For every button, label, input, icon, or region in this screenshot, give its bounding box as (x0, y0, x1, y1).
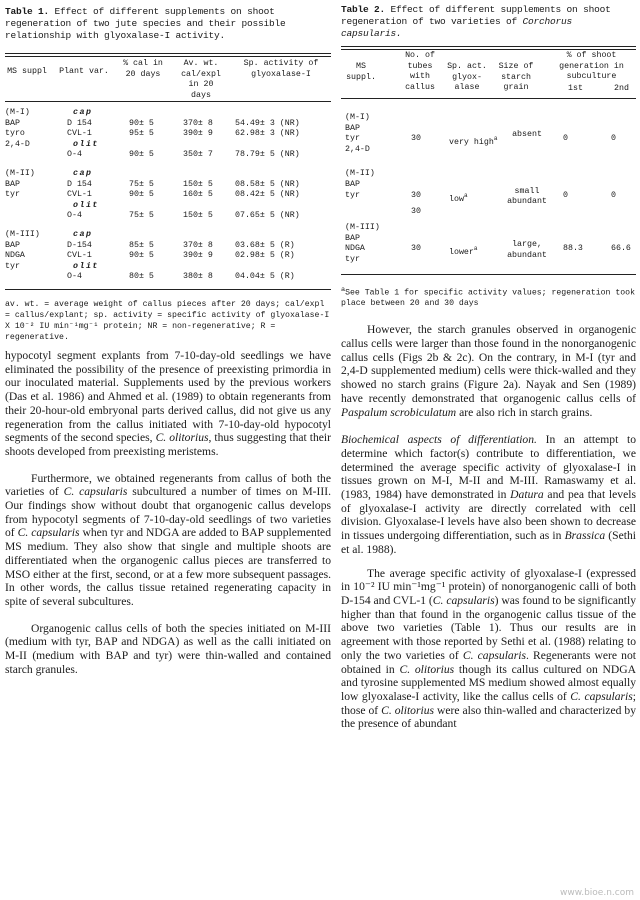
table2-size-cell: large, abundant (507, 240, 547, 260)
table1-media-cell: (M-II) (5, 169, 35, 178)
table1-activity-cell: 04.04± 5 (R) (235, 272, 295, 282)
table1-caption-text: Effect of different supplements on shoot regeneration of two jute species and their possible relationship with glyoxalase-I activity. (5, 6, 286, 41)
table1-weight-cell: 380± 8 (183, 272, 213, 282)
table1-weight-cell: 150± 5 (183, 179, 213, 189)
table2-media-cell: 2,4-D (345, 144, 370, 154)
table2-caption-text: Effect of different supplements on shoot regeneration of two varieties of (341, 4, 611, 27)
left-paragraph-1 (5, 349, 331, 459)
table2-media-cell: BAP (345, 180, 360, 189)
table2-tubes-cell: 30 (411, 134, 421, 144)
table2-footnote-text: See Table 1 for specific activity values; regeneration took place between 20 and 30 days (341, 288, 635, 309)
table1-body (5, 102, 331, 289)
table2-tubes-cell: 30 (411, 244, 421, 254)
text-run: . Regenerants were not obtained in (341, 648, 636, 676)
table1-pct-cell: 85± 5 (129, 240, 154, 250)
table1-variety-cell: D 154 (67, 118, 92, 128)
table1-activity-cell: 62.98± 3 (NR) (235, 129, 300, 139)
table1-media-cell: 2,4-D (5, 139, 30, 149)
table1-caption-label: Table 1. (5, 6, 50, 17)
table1-weight-cell: 390± 9 (183, 129, 213, 139)
table1-activity-cell: 54.49± 3 (NR) (235, 118, 300, 128)
table1-top-rule (5, 53, 331, 54)
italic-term: C. olitorius (381, 703, 435, 717)
table2-caption (341, 4, 636, 40)
table1-variety-cell: O-4 (67, 272, 82, 282)
table1-activity-cell: 07.65± 5 (NR) (235, 211, 300, 221)
section-heading: Biochemical aspects of differentiation. (341, 433, 537, 447)
table1-species-label: cap (73, 230, 93, 239)
text-run: subcultured a number of times on M-III. Our findings show without doubt that organogenic callus develops from hypocotyl segments of 7-10-day-old seedlings of two varieties of (5, 485, 331, 540)
t1-h-pct: % cal in 20 days (123, 59, 163, 79)
table2-tubes-cell: 30 (411, 190, 421, 200)
italic-term: C. capsularis (63, 485, 128, 499)
footnote-marker: a (493, 135, 498, 143)
left-body-text (5, 349, 331, 676)
italic-term: Brassica (564, 529, 606, 543)
text-run: when tyr and NDGA are added to BAP supplemented MS medium. They also show that single and multiple shoots are differentiated when the organogenic callus pieces are transferred to MSO either at the first, second, or at a few more subsequent passages. In other words, the callus tissue retained regenerating capacity in spite of several subcultures. (5, 526, 331, 608)
table1-weight-cell: 390± 9 (183, 251, 213, 261)
table1-pct-cell: 90± 5 (129, 150, 154, 160)
text-run: However, the starch granules observed in organogenic callus cells were larger than those found in the nonorganogenic callus cells (Figs 2b & 2c). On the contrary, in M-I (tyr and 2,4-D supplemented medium) cells were thick-walled and they showed no starch grains (Figure 2a). Nayak and Sen (1989) have recently demonstrated that organogenic callus cells of (341, 323, 636, 405)
right-paragraph-3 (341, 567, 636, 731)
table2-caption-label: Table 2. (341, 4, 386, 15)
text-run: though its callus cultured on NDGA and tyrosine supplemented MS medium showed almost equally low glyoxalase-I activity, like the callus cells of (341, 662, 636, 703)
table2 (341, 46, 636, 275)
t1-h-wt: Av. wt. cal/expl in 20 days (181, 59, 221, 100)
table1-media-cell: tyr (5, 190, 20, 200)
table2-media-cell: tyr (345, 134, 360, 144)
left-column (5, 0, 331, 676)
t1-h-sp: Sp. activity of glyoxalase-I (243, 59, 319, 79)
right-column (341, 0, 636, 731)
table1-activity-cell: 03.68± 5 (R) (235, 240, 295, 250)
table2-media-cell: (M-I) (345, 113, 370, 122)
table2-size-cell: absent (512, 130, 542, 140)
table2-media-cell: tyr (345, 190, 360, 200)
table1-header (5, 57, 331, 101)
table2-first-cell: 0 (563, 190, 568, 200)
table1-pct-cell: 90± 5 (129, 190, 154, 200)
text-run: ; those of (341, 689, 636, 717)
t2-h-first: 1st (568, 84, 583, 93)
table1-media-cell: (M-III) (5, 230, 40, 239)
text-run: (Sethi et al. 1988). (341, 529, 636, 556)
table1-activity-cell: 02.98± 5 (R) (235, 251, 295, 261)
table1 (5, 53, 331, 290)
footnote-marker: a (463, 191, 468, 199)
italic-term: Paspalum scrobiculatum (341, 405, 457, 419)
table1-pct-cell: 90± 5 (129, 118, 154, 128)
table1-variety-cell: O-4 (67, 211, 82, 221)
left-paragraph-3: Organogenic callus cells of both the species initiated on M-III (medium with tyr, BAP and NDGA) as well as the calli initiated on M-II (medium with BAP and tyr) were thin-walled and contained starch granules. (5, 621, 331, 676)
table1-variety-cell: CVL-1 (67, 251, 92, 261)
italic-term: C. olitorius (399, 662, 455, 676)
text-run: In an attempt to determine which factor(s) contribute to differentiation, we determined the average specific activity of glyoxalase-I in tissues grown on M-I, M-II and M-III. Ramaswamy et al. (1983, 1984) have demonstrated in (341, 433, 637, 502)
text-run: and pea that levels of glyoxalase-I activity are directly correlated with cell division. Glyoxalase-I levels have also been shown to decrease in tissues undergoing differentiation, such as in (341, 488, 636, 543)
table1-variety-cell: D-154 (67, 240, 92, 250)
table2-bottom-rule (341, 274, 636, 275)
table2-activity-cell: very high$^a$ (449, 135, 498, 147)
italic-term: C. capsularis (17, 526, 80, 540)
table1-media-cell: tyr (5, 261, 20, 271)
table1-variety-cell: CVL-1 (67, 129, 92, 139)
t1-h-var: Plant var. (59, 67, 109, 76)
italic-term: C. capsularis (432, 593, 495, 607)
table2-body (341, 99, 636, 274)
table2-caption-species: Corchorus capsularis. (341, 16, 573, 39)
italic-term: C. capsularis (462, 648, 526, 662)
table1-media-cell: tyro (5, 129, 25, 139)
table1-variety-cell: O-4 (67, 150, 82, 160)
table1-pct-cell: 90± 5 (129, 251, 154, 261)
text-run: ) was found to be significantly higher than that found in the organogenic callus tissue of the above two varieties (Table 1). Thus our results are in agreement with those reported by Sethi et al. (1988) relating to only the two varieties of (341, 593, 637, 662)
table1-media-cell: NDGA (5, 251, 25, 261)
table1-media-cell: BAP (5, 118, 20, 128)
table1-pct-cell: 75± 5 (129, 211, 154, 221)
italic-term: Datura (510, 488, 544, 502)
table2-second-cell: 0 (611, 134, 616, 144)
table2-first-cell: 88.3 (563, 244, 583, 254)
t2-h-act: Sp. act. glyox-alase (447, 62, 487, 93)
left-paragraph-2 (5, 472, 331, 609)
text-run: The average specific activity of glyoxalase-I (expressed in 10⁻² IU min⁻¹mg⁻¹ protein) of nonorganogenic calli of both D-154 and CVL-1 ( (341, 566, 636, 607)
text-run: hypocotyl segment explants from 7-10-day-old seedlings we have eliminated the possibility of the presence of preexisting primordia in our inoculated material. Supplements used by the previous workers (Das et al. 1986) and Ahmed et al. (1989) to obtain regenerants from their 20-hour-old embryonal parts derived callus, did not give us any regeneration from the callus initiated with 7-10-day-old hypocotyl segments of the second species, (5, 349, 331, 445)
table1-weight-cell: 160± 5 (183, 190, 213, 200)
table2-second-cell: 0 (611, 190, 616, 200)
right-paragraph-1 (341, 323, 636, 419)
table1-caption (5, 6, 331, 42)
table2-media-cell: tyr (345, 255, 360, 264)
watermark: www.bioe.n.com (559, 888, 634, 898)
table1-weight-cell: 350± 7 (183, 150, 213, 160)
table2-header (341, 50, 636, 98)
table2-size-cell: small abundant (507, 186, 547, 207)
table2-media-cell: (M-II) (345, 169, 375, 179)
table1-activity-cell: 08.42± 5 (NR) (235, 190, 300, 200)
table1-activity-cell: 78.79± 5 (NR) (235, 150, 300, 160)
table1-media-cell: (M-I) (5, 108, 30, 117)
footnote-marker: a (473, 245, 478, 253)
text-run: are also rich in starch grains. (456, 405, 593, 419)
t2-h-tubes: No. of tubes with callus (405, 51, 435, 92)
right-paragraph-2 (341, 433, 636, 556)
t2-h-size: Size of starch grain (498, 62, 534, 93)
right-body-text (341, 323, 636, 731)
text-run: Furthermore, we obtained regenerants from callus of both the varieties of (5, 471, 331, 499)
table2-media-cell: NDGA (345, 244, 365, 254)
table1-variety-cell: CVL-1 (67, 190, 92, 200)
table2-top-rule (341, 46, 636, 47)
table1-species-label: olit (73, 200, 99, 210)
table1-species-label: cap (73, 108, 93, 117)
table2-tubes-cell: 30 (411, 206, 421, 216)
table1-bottom-rule (5, 289, 331, 290)
table1-footnote: av. wt. = average weight of callus pieces after 20 days; cal/expl = callus/explant; sp. activity = specific activity of glyoxalase-I X 10⁻² IU min⁻¹mg⁻¹ protein; NR = non-regenerative; R = regenerative. (5, 300, 330, 342)
t1-h-suppl: MS suppl (7, 67, 47, 76)
table1-activity-cell: 08.58± 5 (NR) (235, 179, 300, 189)
table2-activity-cell: low$^a$ (449, 191, 468, 204)
italic-term: C. olitorius (155, 431, 209, 445)
table2-media-cell: (M-III) (345, 223, 380, 233)
text-run: , thus suggesting that their shoots developed from preexisting meristems. (5, 431, 331, 458)
italic-term: C. capsularis (570, 689, 633, 703)
table1-pct-cell: 75± 5 (129, 179, 154, 189)
table1-variety-cell: D 154 (67, 179, 92, 189)
table2-media-cell: BAP (345, 123, 360, 133)
t2-h-pct: % of shoot generation in subculture (559, 51, 624, 82)
table1-pct-cell: 80± 5 (129, 272, 154, 282)
table2-first-cell: 0 (563, 134, 568, 144)
table2-media-cell: BAP (345, 233, 360, 243)
t2-h-second: 2nd (614, 84, 629, 93)
table1-species-label: olit (73, 261, 99, 271)
table1-weight-cell: 370± 8 (183, 118, 213, 128)
table2-footnote (341, 285, 636, 310)
table1-weight-cell: 150± 5 (183, 211, 213, 221)
table2-footnote-marker: a (341, 285, 346, 294)
text-run: were also thin-walled and characterized by the presence of abundant (341, 703, 636, 731)
table1-pct-cell: 95± 5 (129, 129, 154, 139)
table1-species-label: cap (73, 169, 93, 178)
t2-h-suppl: MS suppl. (346, 62, 376, 82)
table2-second-cell: 66.6 (611, 244, 631, 254)
table1-media-cell: BAP (5, 179, 20, 189)
table1-media-cell: BAP (5, 240, 20, 250)
table1-species-label: olit (73, 139, 99, 149)
table1-weight-cell: 370± 8 (183, 240, 213, 250)
table2-activity-cell: lower$^a$ (449, 245, 478, 258)
